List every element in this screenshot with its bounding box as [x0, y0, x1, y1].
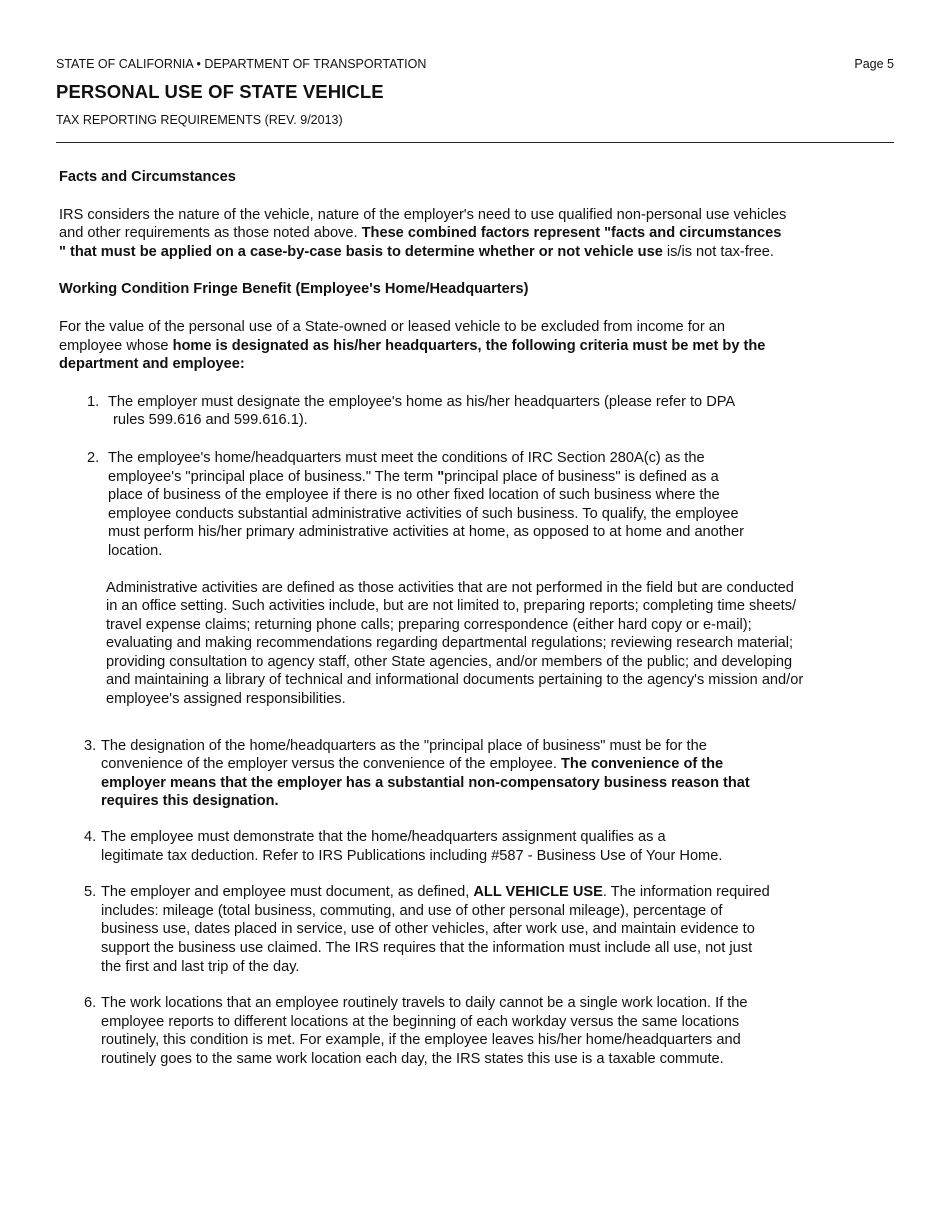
list-number: 6. [84, 995, 97, 1012]
page-number: Page 5 [854, 57, 894, 71]
facts-heading: Facts and Circumstances [59, 169, 236, 185]
document-body [59, 168, 859, 1069]
admin-activities-paragraph: Administrative activities are defined as those activities that are not performed in the field but are conducted in an office setting. Such activities include, but are not limited to, preparing reports; completing time sheets/ travel expense claims; returning phone calls; preparing correspondence (either hard copy or e-mail); evaluating and making recommendations regarding departmental regulations; reviewing research material; providing consultation to agency staff, other State agencies, and/or members of the public; and developing and maintaining a library of technical and informational documents pertaining to the agency's mission and/or employee's assigned responsibilities. [106, 579, 804, 708]
fringe-benefit-heading: Working Condition Fringe Benefit (Employee's Home/Headquarters) [59, 281, 529, 298]
list-item: 1. The employer must designate the employee's home as his/her headquarters (please refer to DPA rules 599.616 and 599.616.1). [87, 393, 736, 429]
agency-line: STATE OF CALIFORNIA • DEPARTMENT OF TRANSPORTATION [56, 57, 427, 71]
list-item: 3. The designation of the home/headquarters as the "principal place of business" must be for the convenience of the employer versus the convenience of the employee. The convenience of the employer means that the employer has a substantial non-compensatory business reason that requires this designation. [84, 737, 750, 810]
list-number: 5. [84, 884, 97, 901]
list-number: 1. [87, 393, 100, 410]
fringe-benefit-paragraph: For the value of the personal use of a State-owned or leased vehicle to be excluded from income for an employee whose home is designated as his/her headquarters, the following criteria must be met by the department and employee: [59, 318, 766, 373]
list-number: 3. [84, 737, 97, 754]
page-subtitle: TAX REPORTING REQUIREMENTS (REV. 9/2013) [56, 113, 343, 127]
header-divider [56, 142, 894, 143]
list-number: 2. [87, 449, 100, 466]
page-title: PERSONAL USE OF STATE VEHICLE [56, 81, 384, 102]
list-number: 4. [84, 829, 97, 846]
list-item: 6. The work locations that an employee routinely travels to daily cannot be a single work location. If the employee reports to different locations at the beginning of each workday versus the same locations routinely, this condition is met. For example, if the employee leaves his/her home/headquarters and routinely goes to the same work location each day, the IRS states this use is a taxable commute. [84, 995, 748, 1067]
facts-paragraph: IRS considers the nature of the vehicle, nature of the employer's need to use qualified non-personal use vehicles and other requirements as those noted above. These combined factors represent "facts and circumstances " that must be applied on a case-by-case basis to determine whether or not vehicle use is/is not tax-free. [59, 206, 787, 260]
list-item: 4. The employee must demonstrate that the home/headquarters assignment qualifies as a legitimate tax deduction. Refer to IRS Publications including #587 - Business Use of Your Home. [84, 829, 723, 864]
list-item: 2. The employee's home/headquarters must meet the conditions of IRC Section 280A(c) as the employee's "principal place of business." The term "principal place of business" is defined as a place of business of the employee if there is no other fixed location of such business where the employee conducts substantial administrative activities of such business. To qualify, the employee must perform his/her primary administrative activities at home, as opposed to at home and another location. [87, 449, 744, 559]
list-item: 5. The employer and employee must document, as defined, ALL VEHICLE USE. The information required includes: mileage (total business, commuting, and use of other personal mileage), percentage of business use, dates placed in service, use of other vehicles, after work use, and maintain evidence to support the business use claimed. The IRS requires that the information must include all use, not just the first and last trip of the day. [84, 884, 770, 975]
